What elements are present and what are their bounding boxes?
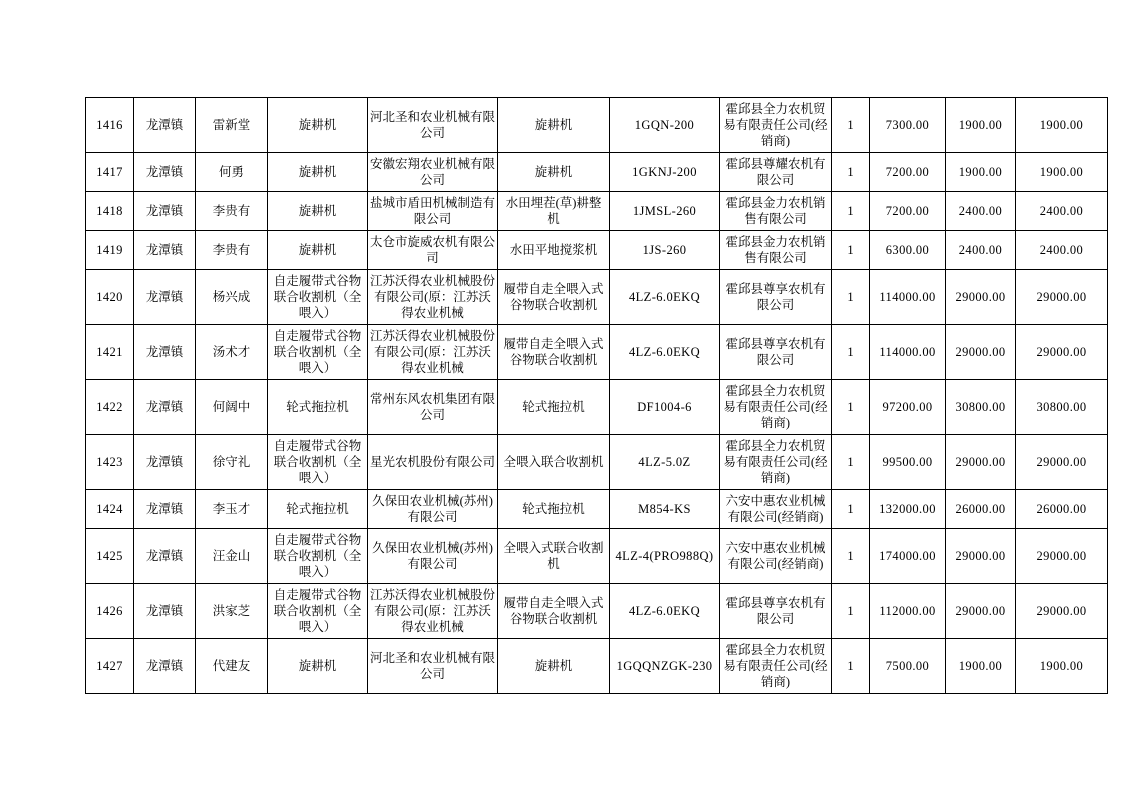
cell-model: 1JS-260 [610,231,720,270]
cell-price: 174000.00 [870,529,946,584]
cell-category: 自走履带式谷物联合收割机（全喂入） [268,435,368,490]
cell-product: 全喂入联合收割机 [498,435,610,490]
cell-qty: 1 [832,584,870,639]
cell-dealer: 霍邱县全力农机贸易有限责任公司(经销商) [720,435,832,490]
cell-manufacturer: 河北圣和农业机械有限公司 [368,639,498,694]
cell-manufacturer: 常州东风农机集团有限公司 [368,380,498,435]
cell-dealer: 霍邱县金力农机销售有限公司 [720,231,832,270]
cell-manufacturer: 安徽宏翔农业机械有限公司 [368,153,498,192]
cell-model: 4LZ-6.0EKQ [610,270,720,325]
cell-id: 1426 [86,584,134,639]
cell-subsidy: 29000.00 [946,584,1016,639]
cell-category: 旋耕机 [268,98,368,153]
cell-buyer: 李贵有 [196,192,268,231]
cell-dealer: 霍邱县尊享农机有限公司 [720,270,832,325]
cell-product: 全喂入式联合收割机 [498,529,610,584]
cell-dealer: 霍邱县金力农机销售有限公司 [720,192,832,231]
cell-model: 1GQQNZGK-230 [610,639,720,694]
cell-id: 1418 [86,192,134,231]
cell-id: 1427 [86,639,134,694]
cell-town: 龙潭镇 [134,231,196,270]
cell-town: 龙潭镇 [134,270,196,325]
cell-qty: 1 [832,435,870,490]
cell-subsidy: 1900.00 [946,639,1016,694]
cell-model: 4LZ-6.0EKQ [610,584,720,639]
cell-subsidy: 29000.00 [946,435,1016,490]
cell-total: 2400.00 [1016,231,1108,270]
subsidy-table [85,97,1108,694]
cell-subsidy: 29000.00 [946,325,1016,380]
cell-manufacturer: 江苏沃得农业机械股份有限公司(原：江苏沃得农业机械 [368,325,498,380]
cell-manufacturer: 盐城市盾田机械制造有限公司 [368,192,498,231]
cell-category: 自走履带式谷物联合收割机（全喂入） [268,584,368,639]
cell-town: 龙潭镇 [134,584,196,639]
cell-dealer: 六安中惠农业机械有限公司(经销商) [720,529,832,584]
cell-manufacturer: 久保田农业机械(苏州)有限公司 [368,490,498,529]
cell-id: 1419 [86,231,134,270]
cell-total: 29000.00 [1016,529,1108,584]
cell-town: 龙潭镇 [134,325,196,380]
table-row [86,153,1108,192]
cell-model: M854-KS [610,490,720,529]
cell-product: 履带自走全喂入式谷物联合收割机 [498,325,610,380]
cell-category: 旋耕机 [268,192,368,231]
cell-total: 1900.00 [1016,153,1108,192]
cell-qty: 1 [832,231,870,270]
cell-qty: 1 [832,325,870,380]
cell-buyer: 李玉才 [196,490,268,529]
table-row [86,435,1108,490]
cell-price: 7200.00 [870,192,946,231]
cell-total: 29000.00 [1016,435,1108,490]
cell-total: 2400.00 [1016,192,1108,231]
cell-product: 旋耕机 [498,98,610,153]
cell-price: 99500.00 [870,435,946,490]
cell-category: 自走履带式谷物联合收割机（全喂入） [268,270,368,325]
cell-total: 29000.00 [1016,325,1108,380]
cell-town: 龙潭镇 [134,490,196,529]
cell-product: 履带自走全喂入式谷物联合收割机 [498,270,610,325]
cell-town: 龙潭镇 [134,639,196,694]
cell-manufacturer: 江苏沃得农业机械股份有限公司(原：江苏沃得农业机械 [368,584,498,639]
cell-id: 1424 [86,490,134,529]
cell-dealer: 霍邱县尊享农机有限公司 [720,325,832,380]
cell-buyer: 徐守礼 [196,435,268,490]
cell-total: 29000.00 [1016,584,1108,639]
cell-buyer: 何阔中 [196,380,268,435]
cell-model: 1GQN-200 [610,98,720,153]
cell-price: 7500.00 [870,639,946,694]
cell-buyer: 汪金山 [196,529,268,584]
cell-category: 轮式拖拉机 [268,490,368,529]
cell-buyer: 李贵有 [196,231,268,270]
cell-category: 旋耕机 [268,153,368,192]
cell-subsidy: 2400.00 [946,231,1016,270]
cell-category: 自走履带式谷物联合收割机（全喂入） [268,529,368,584]
cell-total: 1900.00 [1016,98,1108,153]
table-row [86,639,1108,694]
cell-model: 4LZ-6.0EKQ [610,325,720,380]
table-row [86,490,1108,529]
cell-qty: 1 [832,98,870,153]
table-row [86,380,1108,435]
cell-total: 30800.00 [1016,380,1108,435]
cell-dealer: 霍邱县全力农机贸易有限责任公司(经销商) [720,639,832,694]
cell-id: 1417 [86,153,134,192]
cell-qty: 1 [832,529,870,584]
cell-manufacturer: 江苏沃得农业机械股份有限公司(原：江苏沃得农业机械 [368,270,498,325]
table-row [86,98,1108,153]
cell-price: 132000.00 [870,490,946,529]
cell-subsidy: 26000.00 [946,490,1016,529]
cell-manufacturer: 河北圣和农业机械有限公司 [368,98,498,153]
cell-subsidy: 1900.00 [946,98,1016,153]
cell-id: 1425 [86,529,134,584]
cell-dealer: 霍邱县尊享农机有限公司 [720,584,832,639]
cell-buyer: 汤术才 [196,325,268,380]
cell-dealer: 霍邱县全力农机贸易有限责任公司(经销商) [720,380,832,435]
cell-model: 1GKNJ-200 [610,153,720,192]
cell-buyer: 代建友 [196,639,268,694]
cell-qty: 1 [832,153,870,192]
cell-subsidy: 1900.00 [946,153,1016,192]
subsidy-table-body [86,98,1108,694]
cell-product: 旋耕机 [498,639,610,694]
cell-manufacturer: 太仓市旋威农机有限公司 [368,231,498,270]
cell-model: DF1004-6 [610,380,720,435]
cell-product: 轮式拖拉机 [498,380,610,435]
cell-subsidy: 29000.00 [946,270,1016,325]
cell-id: 1416 [86,98,134,153]
cell-manufacturer: 久保田农业机械(苏州)有限公司 [368,529,498,584]
cell-product: 水田埋茬(草)耕整机 [498,192,610,231]
cell-town: 龙潭镇 [134,529,196,584]
cell-manufacturer: 星光农机股份有限公司 [368,435,498,490]
cell-total: 26000.00 [1016,490,1108,529]
cell-category: 旋耕机 [268,639,368,694]
cell-dealer: 霍邱县尊耀农机有限公司 [720,153,832,192]
cell-qty: 1 [832,639,870,694]
table-row [86,270,1108,325]
cell-subsidy: 29000.00 [946,529,1016,584]
cell-category: 旋耕机 [268,231,368,270]
table-row [86,584,1108,639]
cell-town: 龙潭镇 [134,153,196,192]
cell-buyer: 雷新堂 [196,98,268,153]
cell-total: 1900.00 [1016,639,1108,694]
cell-total: 29000.00 [1016,270,1108,325]
cell-price: 114000.00 [870,325,946,380]
cell-qty: 1 [832,192,870,231]
cell-product: 水田平地搅浆机 [498,231,610,270]
cell-model: 4LZ-4(PRO988Q) [610,529,720,584]
cell-town: 龙潭镇 [134,192,196,231]
cell-buyer: 何勇 [196,153,268,192]
cell-town: 龙潭镇 [134,435,196,490]
cell-dealer: 霍邱县全力农机贸易有限责任公司(经销商) [720,98,832,153]
cell-category: 轮式拖拉机 [268,380,368,435]
subsidy-table-container [85,97,1087,694]
cell-product: 轮式拖拉机 [498,490,610,529]
table-row [86,325,1108,380]
cell-id: 1420 [86,270,134,325]
cell-qty: 1 [832,270,870,325]
cell-qty: 1 [832,490,870,529]
cell-price: 112000.00 [870,584,946,639]
cell-town: 龙潭镇 [134,380,196,435]
cell-id: 1423 [86,435,134,490]
table-row [86,231,1108,270]
cell-price: 114000.00 [870,270,946,325]
cell-product: 履带自走全喂入式谷物联合收割机 [498,584,610,639]
cell-model: 4LZ-5.0Z [610,435,720,490]
table-row [86,192,1108,231]
cell-subsidy: 2400.00 [946,192,1016,231]
cell-model: 1JMSL-260 [610,192,720,231]
cell-price: 7300.00 [870,98,946,153]
cell-product: 旋耕机 [498,153,610,192]
cell-buyer: 洪家芝 [196,584,268,639]
cell-subsidy: 30800.00 [946,380,1016,435]
cell-qty: 1 [832,380,870,435]
cell-buyer: 杨兴成 [196,270,268,325]
cell-price: 7200.00 [870,153,946,192]
cell-price: 97200.00 [870,380,946,435]
cell-price: 6300.00 [870,231,946,270]
table-row [86,529,1108,584]
cell-id: 1421 [86,325,134,380]
cell-dealer: 六安中惠农业机械有限公司(经销商) [720,490,832,529]
cell-category: 自走履带式谷物联合收割机（全喂入） [268,325,368,380]
cell-town: 龙潭镇 [134,98,196,153]
cell-id: 1422 [86,380,134,435]
